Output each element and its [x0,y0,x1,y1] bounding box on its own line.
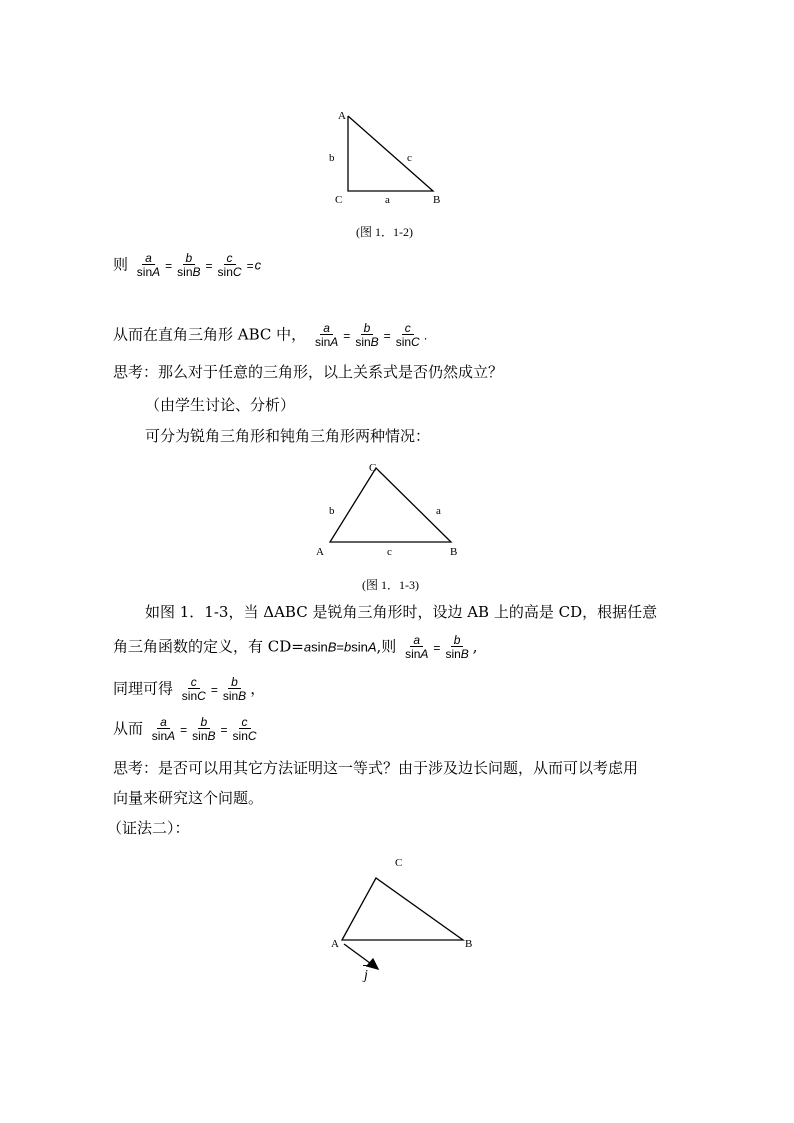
side-label-c: c [407,152,412,164]
fraction: $\frac{c}{\sin C}$ [232,715,257,743]
fraction: $\frac{c}{\sin C}$ [217,251,242,279]
fraction: $\frac{a}{\sin A}$ [151,715,176,743]
formula-line: 同理可得 $\frac{c}{\sin C}$ = $\frac{b}{\sin B}$ ， [113,675,266,703]
vertex-label-A: A [338,110,346,122]
vector-bar [363,965,372,966]
arrowhead [367,959,378,969]
question-text: 思考：是否可以用其它方法证明这一等式？由于涉及边长问题，从而可以考虑用 [113,759,639,777]
side-label-c: c [387,546,392,558]
fraction: $\frac{a}{\sin A}$ [314,321,339,349]
vector-triangle-figure [330,868,480,978]
formula-line: 角三角函数的定义，有 CD=asinB=bsinA,则 $\frac{a}{\sin A}$ = $\frac{b}{\sin B}$ , [113,633,478,661]
fraction: $\frac{a}{\sin A}$ [136,251,161,279]
proof-heading: （证法二）： [107,819,190,837]
side-label-a: a [436,505,441,517]
fraction: $\frac{c}{\sin C}$ [181,675,206,703]
question-text: 思考：那么对于任意的三角形，以上关系式是否仍然成立？ [113,363,504,381]
right-triangle-figure [330,108,450,198]
paragraph-text: 如图 1．1-3，当 ΔABC 是锐角三角形时，设边 AB 上的高是 CD，根据任意 [145,603,658,621]
fraction: $\frac{c}{\sin C}$ [395,321,420,349]
triangle-outline [342,878,463,940]
side-label-a: a [385,194,390,206]
fraction: $\frac{b}{\sin B}$ [222,675,247,703]
fraction: $\frac{a}{\sin A}$ [405,633,429,661]
figure-caption: (图 1．1-2) [356,225,413,239]
cases-text: 可分为锐角三角形和钝角三角形两种情况： [145,427,431,445]
vertex-label-A: A [316,546,324,558]
side-label-b: b [329,152,335,164]
fraction: $\frac{b}{\sin B}$ [177,251,201,279]
discussion-note: （由学生讨论、分析） [145,396,296,414]
vertex-label-B: B [450,546,458,558]
triangle-outline [348,116,433,191]
side-label-b: b [329,505,335,517]
formula-line: 从而在直角三角形 ABC 中， $\frac{a}{\sin A}$ = $\frac{b}{\sin B}$ = $\frac{c}{\sin C}$ . [113,321,428,349]
fraction: $\frac{b}{\sin B}$ [445,633,469,661]
vertex-label-C: C [395,857,403,869]
formula-line: 从而 $\frac{a}{\sin A}$ = $\frac{b}{\sin B}$ = $\frac{c}{\sin C}$ [113,716,261,743]
vertex-label-C: C [335,194,343,206]
formula-line: 则 $\frac{a}{\sin A}$ = $\frac{b}{\sin B}$ = $\frac{c}{\sin C}$ =c [113,251,262,279]
vertex-label-A: A [331,938,339,950]
fraction: $\frac{b}{\sin B}$ [192,715,216,743]
vertex-label-B: B [465,938,473,950]
vertex-label-B: B [433,194,441,206]
vector-label-j: j [364,968,368,983]
fraction: $\frac{b}{\sin B}$ [355,321,379,349]
vertex-label-C: C [369,462,377,474]
triangle-outline [330,468,451,542]
figure-caption: (图 1．1-3) [362,578,419,592]
question-text: 向量来研究这个问题。 [113,789,264,807]
